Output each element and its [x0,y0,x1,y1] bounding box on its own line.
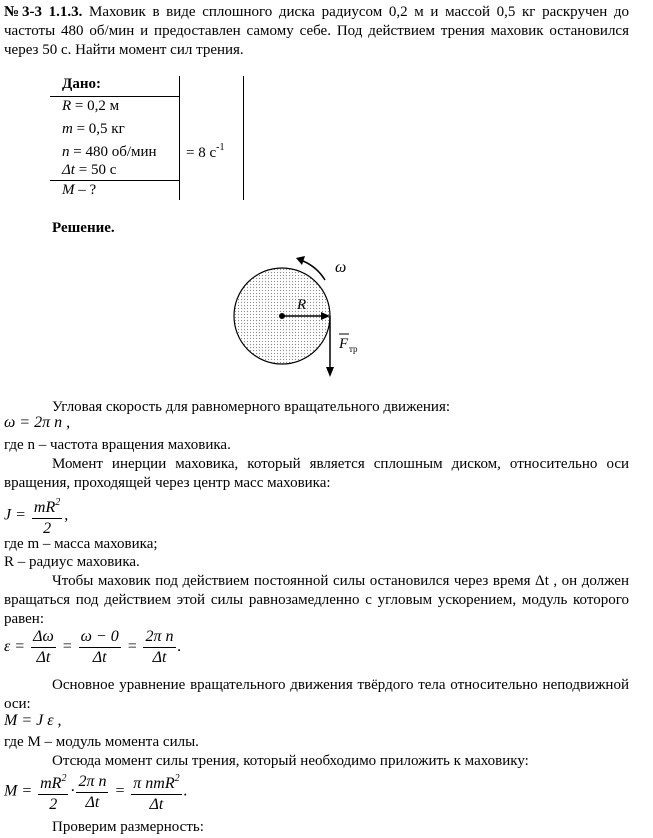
problem-text: Маховик в виде сплошного диска радиусом 0,2 м и массой 0,5 кг раскручен до частоты 480 об/мин и предоставлен самому себе. Под действием трения маховик остановился через 50 с. Найти момент сил трения. [4,4,629,58]
force-arrowhead [326,367,334,377]
paragraph-n-definition: где n – частота вращения маховика. [4,437,231,453]
given-top-line [50,96,180,97]
force-label: F [339,336,349,352]
paragraph-moment-of-inertia: Момент инерции маховика, который является сплошным диском, относительно оси вращения, проходящей через центр масс маховика: [4,456,629,491]
equation-friction-moment: M = $\frac{mR^2}{2}$ · $\frac{\text{2π n}}{\Delta t}$ = $\frac{\pi nmR^2}{\Delta t}$ . [4,770,188,814]
given-row-n: n = 480 об/мин [62,144,157,160]
given-conversion: = 8 $с^{-1}$ [186,142,225,161]
given-bottom-line [50,180,180,181]
paragraph-friction-moment: Отсюда момент силы трения, который необходимо приложить к маховику: [52,753,529,769]
radius-label: R [297,297,307,313]
paragraph-m-definition: где m – масса маховика; [4,536,158,552]
paragraph-angular-acceleration: Чтобы маховик под действием постоянной силы остановился через время Δt , он должен вращаться под действием этой силы равнозамедленно с угловым ускорением, модуль которого равен: [4,573,629,627]
problem-code: 1.1.3. [48,4,83,20]
problem-statement [4,3,629,60]
paragraph-rotation-equation: Основное уравнение вращательного движения твёрдого тела относительно неподвижной оси: [4,677,629,712]
force-subscript: тр [349,344,358,354]
paragraph-r-definition: R – радиус маховика. [4,554,140,570]
given-row-r: R = 0,2 м [62,98,120,114]
equation-epsilon: ε = $\frac{\Delta\omega}{\Delta t}$ = $\frac{\omega - 0}{\Delta t}$ = $\frac{\text{2π n}}{\Delta t}$ . [4,628,182,666]
given-title: Дано: [62,76,101,92]
paragraph-M-definition: где M – модуль момента силы. [4,734,199,750]
flywheel-figure [225,250,375,385]
equation-omega: ω = 2π n , [4,414,71,431]
problem-number: №3-3 [4,4,42,20]
given-vertical-line [179,76,180,200]
paragraph-dimension-check: Проверим размерность: [52,819,204,835]
equation-inertia: J = $\frac{mR^2}{2}$ , [4,494,68,538]
given-row-dt: Δt = 50 с [62,162,117,178]
given-right-line [243,76,244,200]
given-row-m: m = 0,5 кг [62,121,125,137]
equation-moment: M = J ε , [4,712,62,729]
solution-title: Решение. [52,220,115,236]
given-block [50,76,180,200]
paragraph-angular-velocity: Угловая скорость для равномерного вращательного движения: [52,399,451,415]
given-find: M – ? [62,182,97,198]
omega-label: ω [335,259,347,276]
